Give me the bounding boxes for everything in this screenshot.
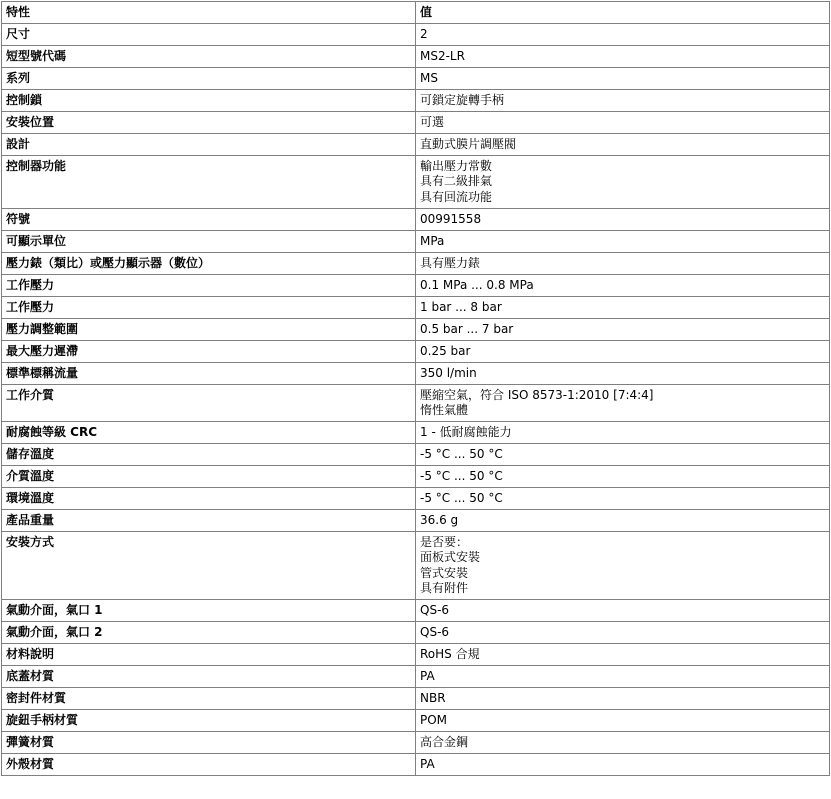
- table-row: [2, 644, 830, 666]
- value-line: PA: [420, 669, 435, 683]
- table-row: [2, 600, 830, 622]
- property-value-cell: [416, 666, 830, 688]
- property-value-cell: [416, 90, 830, 112]
- property-value-cell: [416, 600, 830, 622]
- header-property: 特性: [2, 2, 416, 24]
- table-row: [2, 363, 830, 385]
- property-name-cell: 產品重量: [2, 510, 416, 532]
- value-line: 0.1 MPa ... 0.8 MPa: [420, 278, 534, 292]
- value-line: RoHS 合規: [420, 647, 480, 661]
- table-row: [2, 24, 830, 46]
- table-row: [2, 666, 830, 688]
- property-value-cell: [416, 24, 830, 46]
- property-name-cell: 最大壓力遲滯: [2, 341, 416, 363]
- property-name-cell: 控制鎖: [2, 90, 416, 112]
- property-name-cell: 氣動介面，氣口 2: [2, 622, 416, 644]
- property-name-cell: 短型號代碼: [2, 46, 416, 68]
- table-row: [2, 253, 830, 275]
- value-line: NBR: [420, 691, 446, 705]
- table-header-row: [2, 2, 830, 24]
- value-line: 是否要：: [420, 535, 469, 549]
- property-name-cell: 安裝方式: [2, 532, 416, 600]
- value-line: 具有附件: [420, 581, 469, 596]
- property-value-cell: [416, 297, 830, 319]
- property-name-cell: 介質溫度: [2, 466, 416, 488]
- value-line: QS-6: [420, 603, 450, 617]
- property-value-cell: [416, 422, 830, 444]
- property-name-cell: 設計: [2, 134, 416, 156]
- table-row: [2, 422, 830, 444]
- property-name-cell: 環境溫度: [2, 488, 416, 510]
- table-row: [2, 622, 830, 644]
- value-line: MPa: [420, 234, 445, 248]
- table-row: [2, 156, 830, 209]
- property-value-cell: [416, 68, 830, 90]
- property-name-cell: 密封件材質: [2, 688, 416, 710]
- value-line: 輸出壓力常數: [420, 159, 493, 173]
- property-name-cell: 工作壓力: [2, 297, 416, 319]
- property-name-cell: 儲存溫度: [2, 444, 416, 466]
- property-name-cell: 可顯示單位: [2, 231, 416, 253]
- value-line: QS-6: [420, 625, 450, 639]
- property-name-cell: 耐腐蝕等級 CRC: [2, 422, 416, 444]
- table-row: [2, 112, 830, 134]
- property-value-cell: [416, 112, 830, 134]
- property-name-cell: 彈簧材質: [2, 732, 416, 754]
- property-name-cell: 氣動介面，氣口 1: [2, 600, 416, 622]
- property-value-cell: [416, 488, 830, 510]
- value-line: POM: [420, 713, 448, 727]
- table-row: [2, 688, 830, 710]
- table-row: [2, 231, 830, 253]
- property-name-cell: 壓力錶（類比）或壓力顯示器（數位）: [2, 253, 416, 275]
- property-value-cell: [416, 209, 830, 231]
- table-row: [2, 444, 830, 466]
- property-name-cell: 底蓋材質: [2, 666, 416, 688]
- value-line: 0.5 bar ... 7 bar: [420, 322, 514, 336]
- property-name-cell: 工作介質: [2, 385, 416, 422]
- value-line: 00991558: [420, 212, 482, 226]
- property-value-cell: [416, 532, 830, 600]
- property-value-cell: [416, 341, 830, 363]
- property-value-cell: [416, 644, 830, 666]
- table-row: [2, 532, 830, 600]
- value-line: 0.25 bar: [420, 344, 471, 358]
- value-line: MS2-LR: [420, 49, 465, 63]
- property-value-cell: [416, 710, 830, 732]
- table-row: [2, 510, 830, 532]
- property-value-cell: [416, 275, 830, 297]
- property-name-cell: 壓力調整範圍: [2, 319, 416, 341]
- value-line: -5 °C ... 50 °C: [420, 469, 503, 483]
- table-row: [2, 385, 830, 422]
- value-line: 36.6 g: [420, 513, 459, 527]
- value-line: -5 °C ... 50 °C: [420, 447, 503, 461]
- property-name-cell: 外殼材質: [2, 754, 416, 776]
- value-line: 高合金鋼: [420, 735, 469, 749]
- value-line: 管式安裝: [420, 565, 469, 580]
- spec-table-body: [2, 2, 830, 776]
- table-row: [2, 134, 830, 156]
- property-value-cell: [416, 363, 830, 385]
- property-name-cell: 控制器功能: [2, 156, 416, 209]
- property-name-cell: 標準標稱流量: [2, 363, 416, 385]
- property-name-cell: 符號: [2, 209, 416, 231]
- property-name-cell: 系列: [2, 68, 416, 90]
- table-row: [2, 319, 830, 341]
- value-line: 350 l/min: [420, 366, 477, 380]
- spec-table: [1, 1, 830, 776]
- property-value-cell: [416, 385, 830, 422]
- value-line: 1 bar ... 8 bar: [420, 300, 502, 314]
- value-line: 具有二級排氣: [420, 174, 493, 189]
- table-row: [2, 209, 830, 231]
- table-row: [2, 68, 830, 90]
- property-name-cell: 工作壓力: [2, 275, 416, 297]
- table-row: [2, 341, 830, 363]
- property-name-cell: 材料說明: [2, 644, 416, 666]
- value-line: PA: [420, 757, 435, 771]
- value-line: 面板式安裝: [420, 550, 481, 565]
- table-row: [2, 488, 830, 510]
- value-line: 直動式膜片調壓閥: [420, 137, 517, 151]
- table-row: [2, 297, 830, 319]
- property-name-cell: 尺寸: [2, 24, 416, 46]
- property-value-cell: [416, 156, 830, 209]
- value-line: 可鎖定旋轉手柄: [420, 93, 505, 107]
- table-row: [2, 46, 830, 68]
- header-value: 值: [416, 2, 830, 24]
- value-line: 壓縮空氣，符合 ISO 8573-1:2010 [7:4:4]: [420, 388, 654, 402]
- property-value-cell: [416, 688, 830, 710]
- property-value-cell: [416, 466, 830, 488]
- table-row: [2, 710, 830, 732]
- value-line: 可選: [420, 115, 445, 129]
- value-line: 2: [420, 27, 428, 41]
- property-name-cell: 安裝位置: [2, 112, 416, 134]
- value-line: -5 °C ... 50 °C: [420, 491, 503, 505]
- property-value-cell: [416, 134, 830, 156]
- property-value-cell: [416, 231, 830, 253]
- table-row: [2, 466, 830, 488]
- table-row: [2, 732, 830, 754]
- table-row: [2, 275, 830, 297]
- value-line: 惰性氣體: [420, 403, 469, 418]
- value-line: 具有回流功能: [420, 189, 493, 204]
- property-name-cell: 旋鈕手柄材質: [2, 710, 416, 732]
- table-row: [2, 90, 830, 112]
- property-value-cell: [416, 319, 830, 341]
- property-value-cell: [416, 253, 830, 275]
- property-value-cell: [416, 754, 830, 776]
- table-row: [2, 754, 830, 776]
- value-line: 1 - 低耐腐蝕能力: [420, 425, 512, 439]
- value-line: 具有壓力錶: [420, 256, 481, 270]
- property-value-cell: [416, 510, 830, 532]
- property-value-cell: [416, 444, 830, 466]
- property-value-cell: [416, 732, 830, 754]
- property-value-cell: [416, 46, 830, 68]
- property-value-cell: [416, 622, 830, 644]
- value-line: MS: [420, 71, 438, 85]
